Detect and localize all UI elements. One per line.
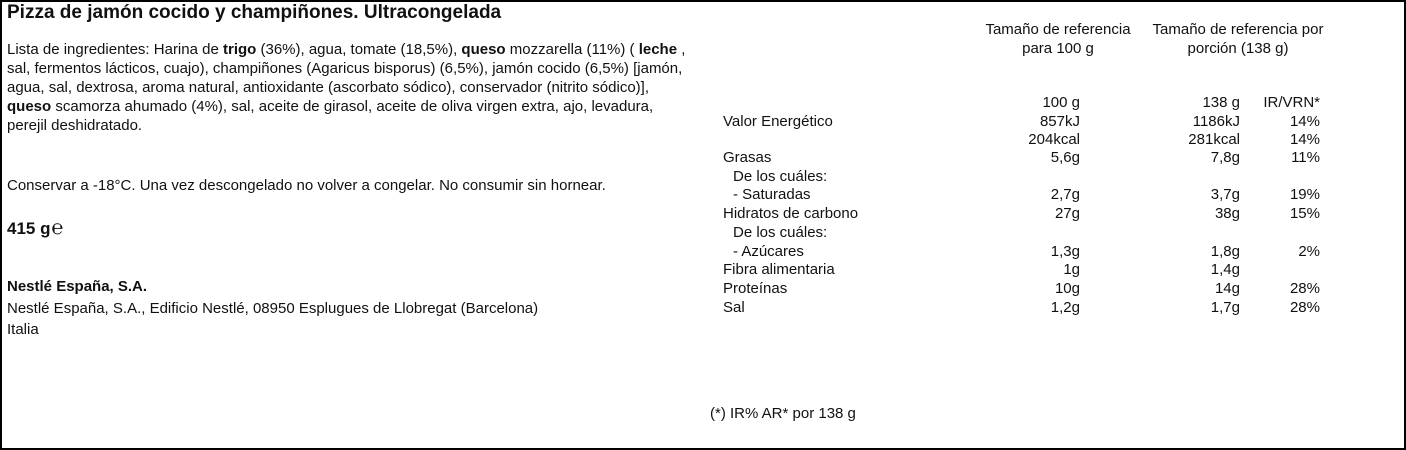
net-weight [7,217,64,240]
ingredients-text: Lista de ingredientes: Harina de [7,41,223,58]
allergen-leche: leche [638,41,678,58]
nutrient-value-portion: 3,7g [1210,186,1240,203]
nutrient-label: Fibra alimentaria [723,261,835,278]
nutrient-label: - Azúcares [733,243,804,260]
nutrient-label: Valor Energético [723,113,833,130]
nutrient-value-portion: 1,7g [1210,299,1240,316]
nutrient-value-ir: 28% [1289,280,1320,297]
nutrient-label: Sal [723,299,745,316]
nutrient-label: De los cuáles: [733,224,828,241]
net-weight-value: 415 g [7,219,51,238]
nutrient-value-ir: 14% [1289,131,1320,148]
company-address: Nestlé España, S.A., Edificio Nestlé, 08950 Esplugues de Llobregat (Barcelona) [7,300,539,317]
allergen-queso: queso [7,98,52,115]
nutrient-value-ir: 14% [1289,113,1320,130]
nutrient-value-100: 1,3g [1050,243,1080,260]
nutrient-value-100: 2,7g [1050,186,1080,203]
ingredients-text: scamorza ahumado (4%), sal, aceite de girasol, aceite de oliva virgen extra, ajo, levadura, perejil deshidratado. [7,98,654,134]
nutrient-value-100: 857kJ [1039,113,1080,130]
nutrient-value-100: 10g [1054,280,1080,297]
ref-100-header [978,20,1138,58]
nutrient-label: Hidratos de carbono [723,205,859,222]
nutrient-value-portion: 38g [1214,205,1240,222]
estimated-sign-icon: ℮ [51,217,64,239]
nutrient-label: De los cuáles: [733,168,828,185]
nutrient-value-portion: 1,8g [1210,243,1240,260]
ingredients-text: , sal, fermentos lácticos, cuajo), champiñones (Agaricus bisporus) (6,5%), jamón cocido (6,5%) [jamón, agua, sal, dextrosa, aroma natural, antioxidante (ascorbato sódico), conservador (nitrito sódico)], [7,41,686,96]
nutrient-value-100: 1,2g [1050,299,1080,316]
nutrient-label: Grasas [723,149,772,166]
ref-portion-header-line2: porción (138 g) [1187,40,1289,57]
product-title: Pizza de jamón cocido y champiñones. Ultracongelada [7,2,502,23]
ingredients-list [7,40,697,135]
nutrient-label: Proteínas [723,280,788,297]
nutrient-value-portion: 14g [1214,280,1240,297]
ref-100-header-line1: Tamaño de referencia [985,21,1131,38]
nutrient-value-ir: 2% [1298,243,1320,260]
nutrition-footnote: (*) IR% AR* por 138 g [710,405,856,422]
col-100-header: 100 g [1042,94,1080,111]
ingredients-text: (36%), agua, tomate (18,5%), [256,41,462,58]
nutrient-value-portion: 7,8g [1210,149,1240,166]
nutrient-value-portion: 1186kJ [1192,113,1240,130]
origin-country: Italia [7,321,39,338]
nutrient-value-100: 1g [1063,261,1080,278]
allergen-trigo: trigo [222,41,257,58]
allergen-queso: queso [461,41,506,58]
nutrient-label: - Saturadas [733,186,811,203]
ref-portion-header [1140,20,1336,58]
nutrient-value-ir: 15% [1289,205,1320,222]
nutrient-value-100: 204kcal [1028,131,1080,148]
ref-portion-header-line1: Tamaño de referencia por [1152,21,1324,38]
ref-100-header-line2: para 100 g [1022,40,1094,57]
ingredients-text: mozzarella (11%) ( [505,41,639,58]
nutrient-value-100: 27g [1054,205,1080,222]
company-name: Nestlé España, S.A. [7,278,148,295]
nutrient-value-100: 5,6g [1050,149,1080,166]
storage-instructions: Conservar a -18°C. Una vez descongelado no volver a congelar. No consumir sin hornear. [7,177,606,194]
nutrient-value-ir: 11% [1291,149,1320,166]
nutrient-value-portion: 281kcal [1188,131,1240,148]
col-portion-header: 138 g [1202,94,1240,111]
col-ir-header: IR/VRN* [1263,94,1320,111]
nutrient-value-ir: 19% [1289,186,1320,203]
nutrient-value-portion: 1,4g [1210,261,1240,278]
nutrient-value-ir: 28% [1289,299,1320,316]
